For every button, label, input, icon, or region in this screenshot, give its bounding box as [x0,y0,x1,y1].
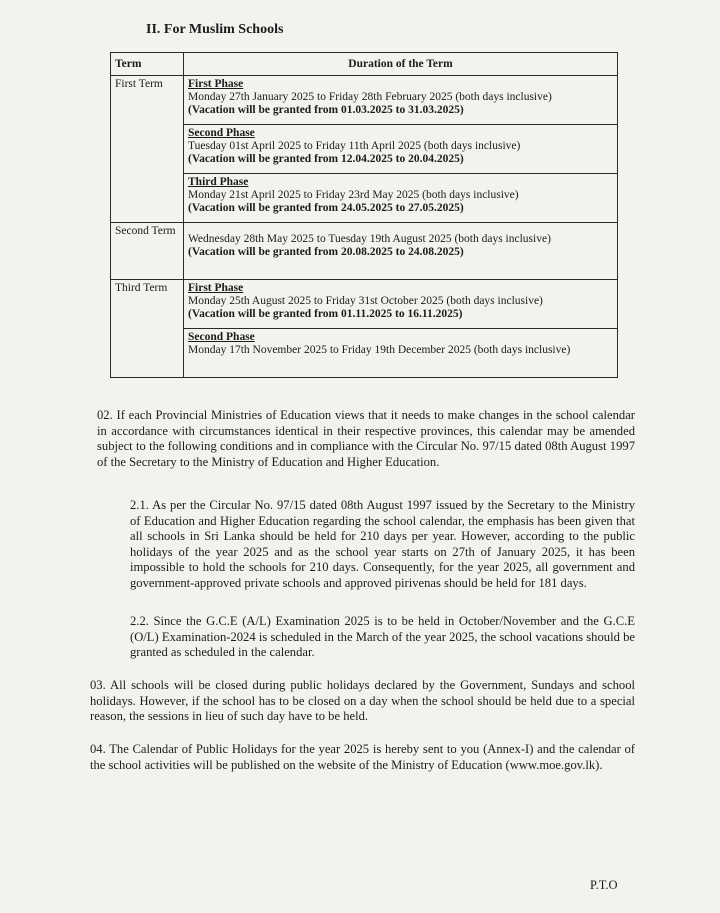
paragraph-04: 04. The Calendar of Public Holidays for the year 2025 is hereby sent to you (Annex-I) and the calendar of the school activities will be published on the website of the Ministry of Education (www.moe.gov.lk). [90,742,635,772]
phase-cell [184,329,618,378]
phase-cell [184,76,618,125]
phase-dates: Monday 27th January 2025 to Friday 28th February 2025 (both days inclusive) [188,91,552,103]
vacation-note: (Vacation will be granted from 12.04.2025 to 20.04.2025) [188,153,464,165]
section-heading: II. For Muslim Schools [146,22,284,37]
phase-cell [184,174,618,223]
phase-cell [184,125,618,174]
page-turn-note: P.T.O [590,878,618,892]
term-name-cell: Third Term [111,280,184,378]
table-row [111,223,618,280]
phase-dates: Monday 25th August 2025 to Friday 31st October 2025 (both days inclusive) [188,295,543,307]
vacation-note: (Vacation will be granted from 01.11.2025 to 16.11.2025) [188,308,463,320]
table-row [111,174,618,223]
term-column-header: Term [111,53,184,76]
phase-title: Second Phase [188,127,255,139]
table-header-row [111,53,618,76]
paragraph-02: 02. If each Provincial Ministries of Education views that it needs to make changes in the school calendar in accordance with circumstances identical in their respective provinces, this calendar may be amended subject to the following conditions and in compliance with the Circular No. 97/15 dated 08th August 1997 of the Secretary to the Ministry of Education and Higher Education. [97,408,635,469]
table-row [111,329,618,378]
vacation-note: (Vacation will be granted from 20.08.2025 to 24.08.2025) [188,246,464,258]
phase-dates: Monday 21st April 2025 to Friday 23rd May 2025 (both days inclusive) [188,189,519,201]
vacation-note: (Vacation will be granted from 24.05.2025 to 27.05.2025) [188,202,464,214]
table-row [111,76,618,125]
table-row [111,125,618,174]
phase-cell [184,223,618,280]
table-row [111,280,618,329]
phase-title: Third Phase [188,176,249,188]
phase-cell [184,280,618,329]
phase-dates: Wednesday 28th May 2025 to Tuesday 19th August 2025 (both days inclusive) [188,233,551,245]
term-table-body [111,76,618,378]
paragraph-2-1: 2.1. As per the Circular No. 97/15 dated 08th August 1997 issued by the Secretary to the Ministry of Education and Higher Education regarding the school calendar, the emphasis has been given that all schools in Sri Lanka should be held for 210 days per year. However, according to the public holidays of the year 2025 and as the school year starts on 27th of January 2025, it has been impossible to hold the schools for 210 days. Consequently, for the year 2025, all government and government-approved private schools and approved pirivenas should be held for 181 days. [130,498,635,590]
term-name-cell: Second Term [111,223,184,280]
phase-title: First Phase [188,282,244,294]
phase-title: First Phase [188,78,244,90]
term-table [110,52,618,378]
phase-title: Second Phase [188,331,255,343]
vacation-note: (Vacation will be granted from 01.03.2025 to 31.03.2025) [188,104,464,116]
duration-column-header: Duration of the Term [184,53,618,76]
paragraph-2-2: 2.2. Since the G.C.E (A/L) Examination 2025 is to be held in October/November and the G.C.E (O/L) Examination-2024 is scheduled in the March of the year 2025, the school vacations should be granted as scheduled in the calendar. [130,614,635,659]
term-name-cell: First Term [111,76,184,223]
paragraph-03: 03. All schools will be closed during public holidays declared by the Government, Sundays and school holidays. However, if the school has to be closed on a day when the school should be held due to a special reason, the sessions in lieu of such day have to be held. [90,678,635,723]
phase-dates: Tuesday 01st April 2025 to Friday 11th April 2025 (both days inclusive) [188,140,521,152]
phase-dates: Monday 17th November 2025 to Friday 19th December 2025 (both days inclusive) [188,344,571,356]
